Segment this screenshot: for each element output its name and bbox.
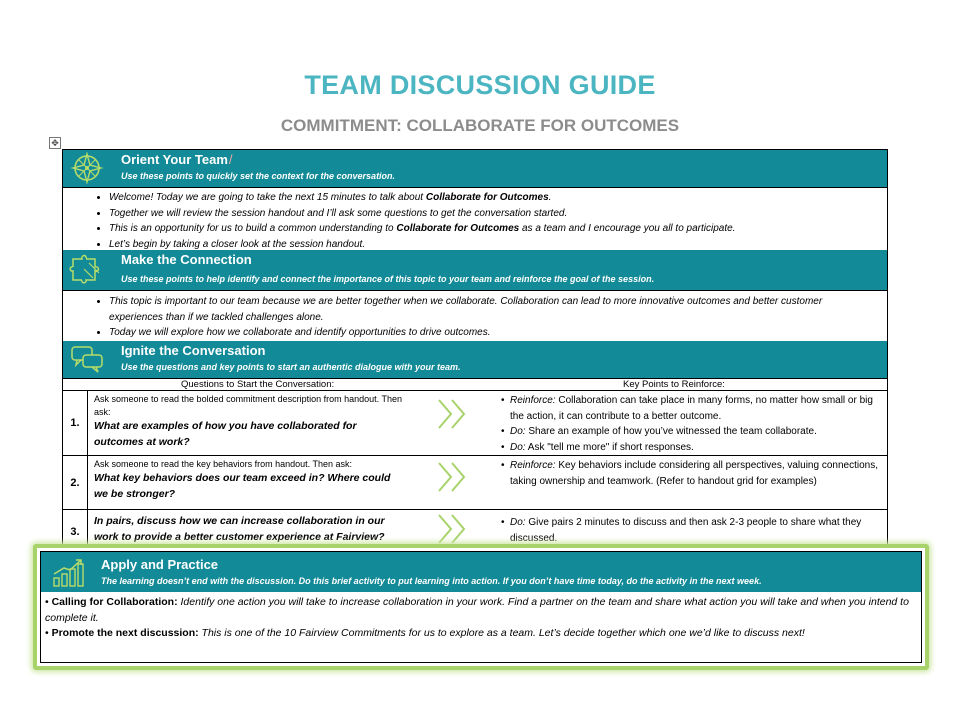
apply-header [41, 552, 921, 592]
question-text: What key behaviors does our team exceed in? Where could we be stronger? [94, 472, 391, 500]
chat-bubbles-icon [69, 343, 105, 375]
list-item: • This is an opportunity for us to build a common understanding to Collaborate for Outcomes as a team and I encourage you all to participate. [109, 221, 867, 237]
table-move-handle-icon[interactable]: ✥ [49, 137, 61, 149]
ignite-header [63, 341, 887, 378]
apply-practice-section [40, 551, 922, 663]
list-item: • Promote the next discussion: This is one of the 10 Fairview Commitments for us to explore as a team. Let’s decide together which one we’d like to discuss next! [45, 627, 805, 639]
key-points-cell [491, 393, 881, 455]
row-number: 2. [63, 456, 88, 509]
double-chevron-icon [436, 397, 472, 431]
list-item: • Do: Give pairs 2 minutes to discuss and then ask 2-3 people to share what they discussed. [501, 515, 881, 546]
page-subtitle: COMMITMENT: COLLABORATE FOR OUTCOMES [280, 116, 680, 135]
column-headers [63, 378, 887, 391]
question-intro: Ask someone to read the bolded commitment description from handout. Then ask: [94, 394, 403, 417]
puzzle-icon [69, 253, 105, 285]
ignite-subtitle: Use the questions and key points to start an authentic dialogue with your team. [121, 362, 461, 372]
list-item: • Do: Ask "tell me more" if short responses. [501, 440, 881, 456]
table-row [63, 391, 887, 456]
compass-icon [69, 152, 105, 184]
orient-header [63, 150, 887, 187]
list-item: • Calling for Collaboration: Identify one action you will take to increase collaboration in your work. Find a partner on the team and share what action you will take and when you intend to complete it. [45, 596, 909, 624]
question-cell [94, 458, 404, 502]
double-chevron-icon [436, 512, 472, 546]
list-item: • Today we will explore how we collaborate and identify opportunities to drive outcomes. [109, 325, 867, 341]
list-item: • Reinforce: Collaboration can take place in many forms, no matter how small or big the action, it can contribute to a better outcome. [501, 393, 881, 424]
growth-chart-icon [51, 556, 85, 588]
key-points-cell [491, 515, 881, 546]
discussion-table [62, 149, 888, 549]
connection-title: Make the Connection [121, 252, 252, 267]
orient-bullets [63, 187, 887, 250]
question-text: What are examples of how you have collaborated for outcomes at work? [94, 420, 357, 448]
page-title: TEAM DISCUSSION GUIDE [304, 70, 656, 100]
questions-column-header: Questions to Start the Conversation: [181, 379, 335, 390]
connection-header [63, 250, 887, 290]
list-item: • Do: Share an example of how you’ve witnessed the team collaborate. [501, 424, 881, 440]
list-item: • Let’s begin by taking a closer look at the session handout. [109, 237, 867, 253]
list-item: • Reinforce: Key behaviors include considering all perspectives, valuing connections, taking ownership and teamwork. (Refer to handout grid for examples) [501, 458, 881, 489]
apply-practice-highlight [33, 544, 929, 670]
question-intro: Ask someone to read the key behaviors from handout. Then ask: [94, 459, 352, 469]
row-number: 1. [63, 391, 88, 455]
question-text: In pairs, discuss how we can increase collaboration in our work to provide a better customer experience at Fairview? [94, 515, 385, 543]
table-row [63, 456, 887, 510]
orient-subtitle: Use these points to quickly set the context for the conversation. [121, 171, 396, 181]
apply-items [45, 595, 915, 642]
question-cell [94, 514, 404, 545]
list-item: • This topic is important to our team because we are better together when we collaborate. Collaboration can lead to more innovative outcomes and better customer experiences than if we tackled challenges alone. [109, 294, 867, 325]
row-number: 3. [63, 510, 88, 549]
ignite-title: Ignite the Conversation [121, 343, 266, 358]
apply-subtitle: The learning doesn’t end with the discussion. Do this brief activity to put learning into action. If you don’t have time today, do the activity in the next week. [101, 576, 762, 586]
orient-title: Orient Your Team/ [121, 152, 233, 167]
connection-subtitle: Use these points to help identify and connect the importance of this topic to your team and reinforce the goal of the session. [121, 274, 655, 284]
apply-title: Apply and Practice [101, 557, 219, 572]
list-item: • Together we will review the session handout and I’ll ask some questions to get the conversation started. [109, 206, 867, 222]
connection-bullets [63, 290, 887, 341]
question-cell [94, 393, 404, 450]
double-chevron-icon [436, 460, 472, 494]
key-points-cell [491, 458, 881, 489]
key-points-column-header: Key Points to Reinforce: [623, 379, 725, 390]
list-item: • Welcome! Today we are going to take the next 15 minutes to talk about Collaborate for Outcomes. [109, 190, 867, 206]
